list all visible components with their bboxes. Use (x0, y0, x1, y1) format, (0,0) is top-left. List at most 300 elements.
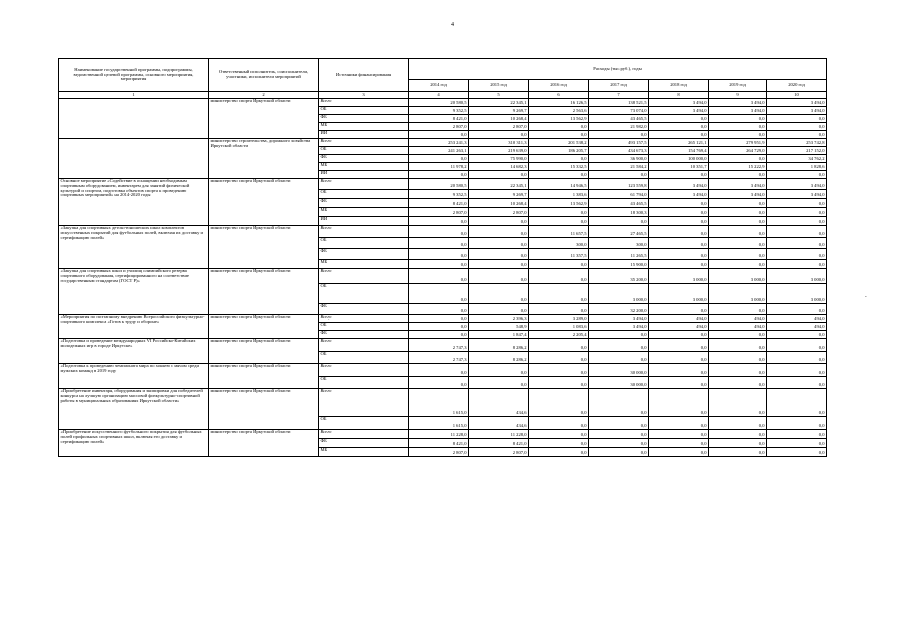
amount-cell: 186 205,7 (529, 147, 589, 155)
amount-cell: 0,0 (767, 171, 827, 179)
amount-cell: 0,0 (649, 131, 709, 139)
funding-source-cell: Всего (319, 339, 409, 352)
amount-cell: 0,0 (649, 364, 709, 377)
amount-cell: 0,0 (767, 331, 827, 339)
header-index: 2 (209, 92, 319, 99)
header-index: 6 (529, 92, 589, 99)
amount-cell: 0,0 (649, 199, 709, 208)
amount-cell: 0,0 (529, 260, 589, 269)
amount-cell: 0,0 (529, 448, 589, 457)
amount-cell: 0,0 (409, 226, 469, 238)
amount-cell: 43 465,5 (589, 199, 649, 208)
amount-cell: 0,0 (529, 155, 589, 163)
amount-cell: 0,0 (709, 171, 767, 179)
program-name-cell: «Закупка для спортивных детско-юношеских школ комплектов искусственных покрытий для футбольных полей, включая их доставку и сертификацию полей» (59, 226, 209, 269)
amount-cell: 3 494,0 (589, 323, 649, 331)
amount-cell: 10 268,4 (469, 115, 529, 123)
amount-cell: 0,0 (709, 417, 767, 430)
amount-cell: 0,0 (529, 123, 589, 131)
amount-cell: 0,0 (767, 123, 827, 131)
amount-cell: 494,0 (767, 315, 827, 323)
header-executor: Ответственный исполнитель, соисполнители, участники, исполнители мероприятий (209, 59, 319, 92)
funding-source-cell: ИИ (319, 217, 409, 226)
funding-source-cell: МБ (319, 260, 409, 269)
amount-cell: 0,0 (709, 439, 767, 448)
header-index: 3 (319, 92, 409, 99)
table-body (59, 99, 827, 457)
amount-cell: 0,0 (709, 208, 767, 217)
amount-cell: 0,0 (709, 260, 767, 269)
amount-cell: 0,0 (529, 377, 589, 389)
funding-source-cell: МБ (319, 208, 409, 217)
amount-cell: 0,0 (767, 430, 827, 439)
amount-cell: 0,0 (589, 171, 649, 179)
amount-cell: 0,0 (409, 249, 469, 260)
amount-cell: 3 000,0 (767, 284, 827, 304)
amount-cell: 0,0 (529, 364, 589, 377)
amount-cell: 0,0 (649, 448, 709, 457)
amount-cell: 61 794,0 (589, 190, 649, 199)
amount-cell: 8 421,0 (409, 115, 469, 123)
header-year: 2016 год (529, 80, 589, 92)
amount-cell: 0,0 (767, 217, 827, 226)
amount-cell: 21 584,2 (589, 163, 649, 171)
amount-cell: 20 580,5 (409, 179, 469, 190)
amount-cell: 11 657,5 (529, 226, 589, 238)
amount-cell: 0,0 (409, 131, 469, 139)
amount-cell: 3 494,0 (767, 190, 827, 199)
amount-cell: 8 286,2 (469, 339, 529, 352)
amount-cell: 300,0 (589, 238, 649, 249)
amount-cell: 34 762,2 (767, 155, 827, 163)
funding-source-cell: ФБ (319, 249, 409, 260)
program-name-cell: «Приобретение инвентаря, оборудования и экипировки для победителей конкурса на лучшую организацию массовой физкультурно-спортивной работы в муниципальных образованиях Иркутской области» (59, 389, 209, 430)
funding-source-cell: ОБ (319, 190, 409, 199)
amount-cell: 0,0 (529, 217, 589, 226)
funding-source-cell: Всего (319, 139, 409, 147)
amount-cell: 0,0 (529, 352, 589, 364)
amount-cell: 0,0 (409, 269, 469, 284)
funding-source-cell: Всего (319, 99, 409, 107)
table-row (59, 139, 827, 147)
amount-cell: 15 222,9 (709, 163, 767, 171)
amount-cell: 0,0 (767, 439, 827, 448)
executor-cell: министерство спорта Иркутской области (209, 389, 319, 430)
amount-cell: 2 807,0 (409, 123, 469, 131)
amount-cell: 0,0 (409, 217, 469, 226)
amount-cell: 2 807,0 (409, 208, 469, 217)
executor-cell: министерство спорта Иркутской области (209, 269, 319, 315)
table-row (59, 430, 827, 439)
amount-cell: 2 205,4 (529, 331, 589, 339)
header-year: 2015 год (469, 80, 529, 92)
funding-source-cell: Всего (319, 430, 409, 439)
amount-cell: 279 951,9 (709, 139, 767, 147)
amount-cell: 219 639,0 (469, 147, 529, 155)
amount-cell: 3 000,0 (589, 284, 649, 304)
amount-cell: 0,0 (409, 284, 469, 304)
amount-cell: 0,0 (767, 131, 827, 139)
amount-cell: 1 847,4 (469, 331, 529, 339)
amount-cell: 0,0 (649, 352, 709, 364)
amount-cell: 9 269,7 (469, 107, 529, 115)
amount-cell: 0,0 (409, 364, 469, 377)
amount-cell: 3 000,0 (649, 284, 709, 304)
amount-cell: 1 083,6 (529, 323, 589, 331)
amount-cell: 494,0 (709, 323, 767, 331)
funding-source-cell: ОБ (319, 323, 409, 331)
amount-cell: 18 300,3 (589, 208, 649, 217)
amount-cell: 0,0 (529, 417, 589, 430)
amount-cell: 494,0 (709, 315, 767, 323)
amount-cell: 21 982,0 (589, 123, 649, 131)
amount-cell: 16 126,5 (529, 99, 589, 107)
amount-cell: 493 157,5 (589, 139, 649, 147)
program-name-cell: «Приобретение искусственного футбольного покрытия для футбольных полей профильных спортивных школ, включая его доставку и сертификацию полей» (59, 430, 209, 457)
amount-cell: 0,0 (709, 364, 767, 377)
amount-cell: 0,0 (649, 417, 709, 430)
amount-cell: 3 494,0 (709, 190, 767, 199)
amount-cell: 0,0 (409, 331, 469, 339)
stray-mark: - (865, 295, 867, 300)
amount-cell: 73 074,0 (589, 107, 649, 115)
amount-cell: 300,0 (529, 238, 589, 249)
amount-cell: 11 978,2 (409, 163, 469, 171)
amount-cell: 13 562,9 (529, 199, 589, 208)
header-index: 10 (767, 92, 827, 99)
funding-source-cell: МБ (319, 163, 409, 171)
amount-cell: 0,0 (767, 364, 827, 377)
amount-cell: 3 494,0 (649, 190, 709, 199)
amount-cell: 22 345,1 (469, 99, 529, 107)
amount-cell: 138 521,5 (589, 99, 649, 107)
amount-cell: 0,0 (709, 238, 767, 249)
amount-cell: 0,0 (709, 226, 767, 238)
amount-cell: 0,0 (409, 171, 469, 179)
amount-cell: 0,0 (767, 339, 827, 352)
funding-source-cell: ИИ (319, 171, 409, 179)
amount-cell: 0,0 (529, 131, 589, 139)
amount-cell: 494,0 (649, 323, 709, 331)
amount-cell: 0,0 (649, 339, 709, 352)
amount-cell: 0,0 (649, 331, 709, 339)
funding-source-cell: ФБ (319, 155, 409, 163)
executor-cell: министерство спорта Иркутской области (209, 430, 319, 457)
executor-cell: министерство строительства, дорожного хозяйства Иркутской области (209, 139, 319, 179)
amount-cell: 0,0 (649, 115, 709, 123)
amount-cell: 0,0 (589, 217, 649, 226)
amount-cell: 0,0 (767, 304, 827, 315)
amount-cell: 0,0 (409, 315, 469, 323)
amount-cell: 0,0 (709, 249, 767, 260)
amount-cell: 0,0 (469, 269, 529, 284)
header-year: 2019 год (709, 80, 767, 92)
amount-cell: 13 562,9 (529, 115, 589, 123)
amount-cell: 0,0 (469, 260, 529, 269)
amount-cell: 0,0 (589, 339, 649, 352)
amount-cell: 22 345,1 (469, 179, 529, 190)
amount-cell: 0,0 (529, 284, 589, 304)
amount-cell: 0,0 (529, 171, 589, 179)
amount-cell: 0,0 (767, 389, 827, 417)
amount-cell: 9 352,5 (409, 190, 469, 199)
amount-cell: 0,0 (649, 208, 709, 217)
program-name-cell: «Закупка для спортивных школ и училищ олимпийского резерва спортивного оборудования, сертифицированного на соответствие государственным стандартам (ГОСТ Р)» (59, 269, 209, 315)
amount-cell: 3 000,0 (709, 284, 767, 304)
funding-source-cell: Всего (319, 315, 409, 323)
amount-cell: 15 332,5 (529, 163, 589, 171)
amount-cell: 0,0 (589, 448, 649, 457)
amount-cell: 0,0 (529, 208, 589, 217)
amount-cell: 0,0 (469, 171, 529, 179)
amount-cell: 3 494,0 (709, 107, 767, 115)
amount-cell: 11 228,0 (469, 430, 529, 439)
amount-cell: 3 494,0 (767, 107, 827, 115)
amount-cell: 310 311,3 (469, 139, 529, 147)
executor-cell: министерство спорта Иркутской области (209, 99, 319, 139)
amount-cell: 11 357,5 (529, 249, 589, 260)
amount-cell: 1 615,0 (409, 417, 469, 430)
amount-cell: 0,0 (529, 389, 589, 417)
amount-cell: 2 807,0 (469, 208, 529, 217)
amount-cell: 8 421,0 (409, 439, 469, 448)
table-row (59, 179, 827, 190)
amount-cell: 0,0 (709, 377, 767, 389)
funding-source-cell: Всего (319, 269, 409, 284)
amount-cell: 75 990,0 (469, 155, 529, 163)
amount-cell: 0,0 (709, 115, 767, 123)
amount-cell: 434,6 (469, 417, 529, 430)
amount-cell: 241 263,1 (409, 147, 469, 155)
amount-cell: 0,0 (649, 249, 709, 260)
funding-source-cell: ФБ (319, 115, 409, 123)
funding-source-cell: ФБ (319, 199, 409, 208)
budget-table (58, 58, 827, 457)
amount-cell: 264 729,0 (709, 147, 767, 155)
amount-cell: 0,0 (589, 352, 649, 364)
amount-cell: 30 000,0 (589, 364, 649, 377)
amount-cell: 201 538,2 (529, 139, 589, 147)
amount-cell: 253 241,3 (409, 139, 469, 147)
funding-source-cell: Всего (319, 179, 409, 190)
amount-cell: 0,0 (469, 284, 529, 304)
amount-cell: 3 494,0 (709, 99, 767, 107)
header-source: Источники финансирования (319, 59, 409, 92)
amount-cell: 253 742,8 (767, 139, 827, 147)
header-index: 8 (649, 92, 709, 99)
amount-cell: 3 494,0 (709, 179, 767, 190)
funding-source-cell: ИИ (319, 131, 409, 139)
program-name-cell: «Подготовка и проведение международных VI Российско-Китайских молодежных игр в городе Иркутске» (59, 339, 209, 364)
amount-cell: 0,0 (649, 123, 709, 131)
amount-cell: 3 494,0 (767, 99, 827, 107)
amount-cell: 2 807,0 (409, 448, 469, 457)
amount-cell: 11 265,5 (589, 249, 649, 260)
amount-cell: 0,0 (649, 217, 709, 226)
header-year: 2018 год (649, 80, 709, 92)
amount-cell: 8 286,2 (469, 352, 529, 364)
amount-cell: 0,0 (529, 439, 589, 448)
amount-cell: 548,9 (469, 323, 529, 331)
amount-cell: 0,0 (709, 339, 767, 352)
amount-cell: 10 351,7 (649, 163, 709, 171)
amount-cell: 3 494,0 (589, 315, 649, 323)
amount-cell: 3 494,0 (649, 99, 709, 107)
header-index: 5 (469, 92, 529, 99)
amount-cell: 2 563,6 (529, 107, 589, 115)
header-year: 2020 год (767, 80, 827, 92)
funding-source-cell: ФБ (319, 304, 409, 315)
executor-cell: министерство спорта Иркутской области (209, 179, 319, 226)
stray-mark: · (328, 318, 330, 323)
amount-cell: 0,0 (649, 226, 709, 238)
amount-cell: 0,0 (649, 377, 709, 389)
amount-cell: 15 900,0 (589, 260, 649, 269)
amount-cell: 0,0 (709, 123, 767, 131)
amount-cell: 27 465,5 (589, 226, 649, 238)
amount-cell: 32 200,0 (589, 304, 649, 315)
amount-cell: 0,0 (589, 417, 649, 430)
amount-cell: 0,0 (649, 171, 709, 179)
amount-cell: 0,0 (409, 155, 469, 163)
header-index: 7 (589, 92, 649, 99)
funding-source-cell: ОБ (319, 352, 409, 364)
amount-cell: 154 769,4 (649, 147, 709, 155)
funding-source-cell: ФБ (319, 331, 409, 339)
amount-cell: 0,0 (589, 131, 649, 139)
amount-cell: 494,0 (767, 323, 827, 331)
amount-cell: 8 421,0 (409, 199, 469, 208)
amount-cell: 0,0 (709, 448, 767, 457)
amount-cell: 0,0 (649, 238, 709, 249)
amount-cell: 1 828,6 (767, 163, 827, 171)
amount-cell: 0,0 (767, 208, 827, 217)
amount-cell: 0,0 (589, 389, 649, 417)
funding-source-cell: МБ (319, 448, 409, 457)
amount-cell: 0,0 (529, 430, 589, 439)
funding-source-cell: ОБ (319, 147, 409, 155)
amount-cell: 20 580,5 (409, 99, 469, 107)
amount-cell: 0,0 (767, 377, 827, 389)
amount-cell: 123 559,8 (589, 179, 649, 190)
executor-cell: министерство спорта Иркутской области (209, 226, 319, 269)
program-name-cell: «Мероприятия по поэтапному внедрению Всероссийского физкультурно-спортивного комплекса «Готов к труду и обороне» (59, 315, 209, 339)
amount-cell: 0,0 (709, 155, 767, 163)
funding-source-cell: Всего (319, 364, 409, 377)
amount-cell: 0,0 (649, 389, 709, 417)
amount-cell: 0,0 (469, 377, 529, 389)
amount-cell: 2 807,0 (469, 448, 529, 457)
amount-cell: 0,0 (709, 352, 767, 364)
amount-cell: 0,0 (767, 260, 827, 269)
funding-source-cell: ФБ (319, 439, 409, 448)
table-row (59, 339, 827, 352)
amount-cell: 0,0 (709, 430, 767, 439)
amount-cell: 3 000,0 (709, 269, 767, 284)
amount-cell: 1 615,0 (409, 389, 469, 417)
amount-cell: 8 421,0 (469, 439, 529, 448)
amount-cell: 10 268,4 (469, 199, 529, 208)
funding-source-cell: Всего (319, 226, 409, 238)
amount-cell: 0,0 (649, 430, 709, 439)
funding-source-cell: ОБ (319, 107, 409, 115)
amount-cell: 0,0 (767, 226, 827, 238)
executor-cell: министерство спорта Иркутской области (209, 315, 319, 339)
amount-cell: 14 946,5 (529, 179, 589, 190)
amount-cell: 0,0 (529, 269, 589, 284)
amount-cell: 36 900,0 (589, 155, 649, 163)
amount-cell: 2 747,3 (409, 339, 469, 352)
amount-cell: 265 121,1 (649, 139, 709, 147)
amount-cell: 2 747,3 (409, 352, 469, 364)
page-number: 4 (451, 22, 454, 28)
amount-cell: 0,0 (649, 260, 709, 269)
program-name-cell: Основное мероприятие «Содействие в оснащении необходимым спортивным оборудованием, инвентарем для занятий физической культурой и спортом, подготовка объектов спорта к проведению спортивных мероприятий» на 2014-2020 годы (59, 179, 209, 226)
program-name-cell: «Подготовка к проведению чемпионата мира по хоккею с мячом среди мужских команд в 2019 году (59, 364, 209, 389)
header-expenses: Расходы (тыс.руб.), годы (409, 59, 827, 80)
amount-cell: 0,0 (469, 304, 529, 315)
amount-cell: 0,0 (767, 115, 827, 123)
amount-cell: 1 383,6 (529, 190, 589, 199)
amount-cell: 3 494,0 (649, 179, 709, 190)
amount-cell: 11 228,0 (409, 430, 469, 439)
funding-source-cell: ОБ (319, 284, 409, 304)
amount-cell: 43 465,5 (589, 115, 649, 123)
header-program: Наименование государственной программы, подпрограммы, ведомственной целевой программы, основного мероприятия, мероприятия (59, 59, 209, 92)
amount-cell: 9 269,7 (469, 190, 529, 199)
table-row (59, 389, 827, 417)
amount-cell: 0,0 (709, 331, 767, 339)
executor-cell: министерство спорта Иркутской области (209, 364, 319, 389)
header-index: 9 (709, 92, 767, 99)
amount-cell: 3 000,0 (649, 269, 709, 284)
amount-cell: 0,0 (469, 364, 529, 377)
funding-source-cell: ОБ (319, 377, 409, 389)
table-row (59, 269, 827, 284)
table-row (59, 315, 827, 323)
amount-cell: 3 000,0 (767, 269, 827, 284)
amount-cell: 0,0 (709, 389, 767, 417)
stray-mark: · (186, 318, 188, 323)
amount-cell: 0,0 (767, 249, 827, 260)
amount-cell: 0,0 (767, 352, 827, 364)
amount-cell: 0,0 (767, 238, 827, 249)
program-name-cell (59, 99, 209, 139)
amount-cell: 35 200,0 (589, 269, 649, 284)
executor-cell: министерство спорта Иркутской области (209, 339, 319, 364)
amount-cell: 217 152,0 (767, 147, 827, 155)
table-row (59, 99, 827, 107)
amount-cell: 0,0 (767, 199, 827, 208)
amount-cell: 0,0 (409, 260, 469, 269)
amount-cell: 434 673,3 (589, 147, 649, 155)
amount-cell: 0,0 (469, 238, 529, 249)
amount-cell: 0,0 (469, 217, 529, 226)
header-index: 4 (409, 92, 469, 99)
amount-cell: 14 682,3 (469, 163, 529, 171)
amount-cell: 434,6 (469, 389, 529, 417)
header-year: 2017 год (589, 80, 649, 92)
amount-cell: 0,0 (709, 131, 767, 139)
amount-cell: 0,0 (709, 217, 767, 226)
funding-source-cell: Всего (319, 389, 409, 417)
amount-cell: 0,0 (589, 439, 649, 448)
amount-cell: 0,0 (469, 131, 529, 139)
amount-cell: 0,0 (529, 339, 589, 352)
header-index: 1 (59, 92, 209, 99)
amount-cell: 0,0 (649, 439, 709, 448)
amount-cell: 0,0 (709, 304, 767, 315)
